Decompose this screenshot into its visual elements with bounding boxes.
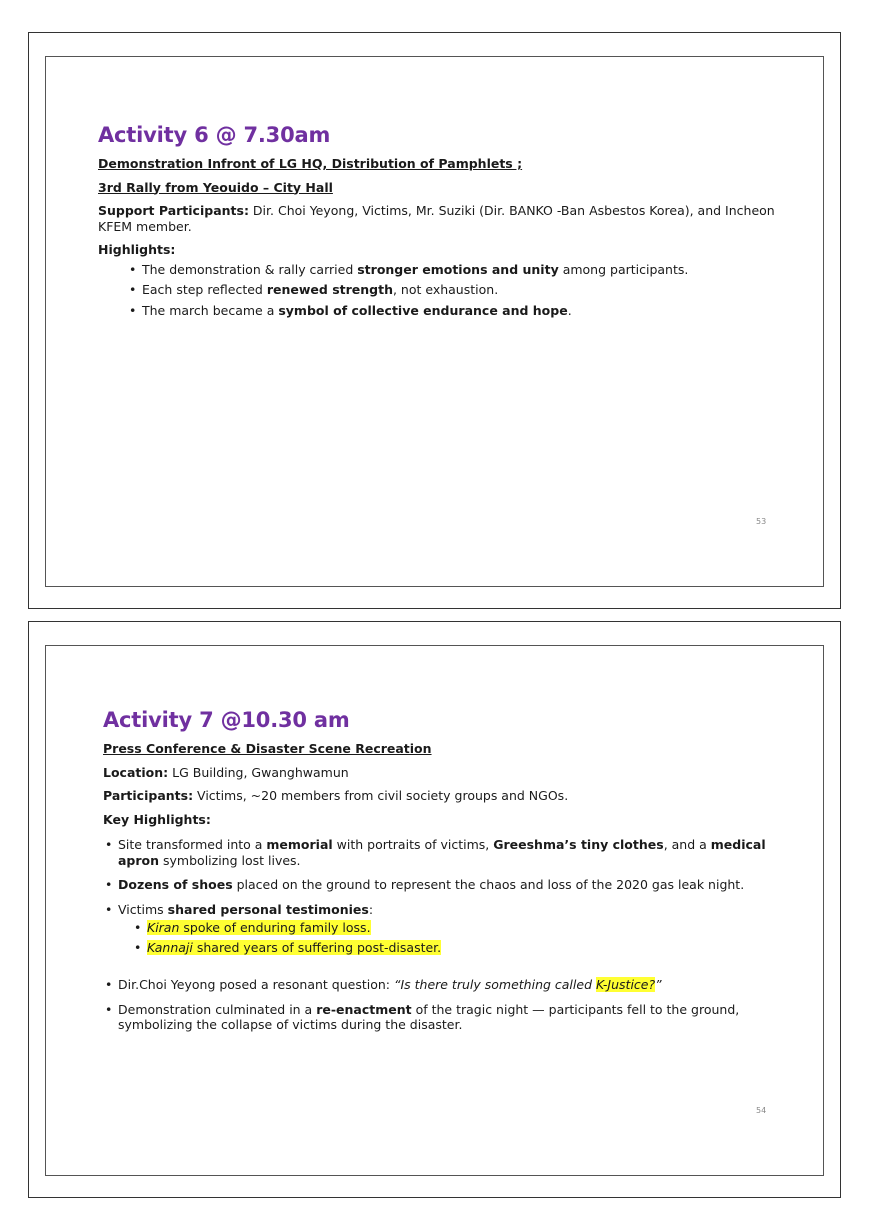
participants: Participants: Victims, ~20 members from civil society groups and NGOs. bbox=[103, 788, 569, 803]
slide-title: Activity 6 @ 7.30am bbox=[98, 123, 331, 147]
slide-content bbox=[103, 708, 793, 1042]
list-item: • Kiran spoke of enduring family loss. bbox=[147, 920, 793, 936]
list-item: • The demonstration & rally carried stronger emotions and unity among participants. bbox=[142, 262, 793, 278]
support-participants: Support Participants: Dir. Choi Yeyong, Victims, Mr. Suziki (Dir. BANKO -Ban Asbestos Korea), and Incheon KFEM member. bbox=[98, 203, 775, 234]
list-item: • Each step reflected renewed strength, not exhaustion. bbox=[142, 282, 793, 298]
list-item: • Dir.Choi Yeyong posed a resonant question: “Is there truly something called K-Justice?” bbox=[118, 977, 793, 993]
slide-frame bbox=[45, 645, 824, 1176]
location: Location: LG Building, Gwanghwamun bbox=[103, 764, 349, 780]
list-item: • Kannaji shared years of suffering post-disaster. bbox=[147, 940, 793, 956]
highlights-heading: Highlights: bbox=[98, 242, 176, 257]
list-item: • Victims shared personal testimonies: • Kiran spoke of enduring family loss. • Kannaji shared years of suffering post-disaster. bbox=[118, 902, 793, 956]
subtitle-demonstration: Demonstration Infront of LG HQ, Distribution of Pamphlets ; bbox=[98, 156, 523, 171]
slide-53 bbox=[28, 32, 841, 609]
subtitle-press-conference: Press Conference & Disaster Scene Recreation bbox=[103, 741, 432, 756]
list-item: • Site transformed into a memorial with portraits of victims, Greeshma’s tiny clothes, and a medical apron symbolizing lost lives. bbox=[118, 837, 793, 868]
subtitle-rally: 3rd Rally from Yeouido – City Hall bbox=[98, 179, 333, 195]
list-item: • Dozens of shoes placed on the ground to represent the chaos and loss of the 2020 gas leak night. bbox=[118, 877, 793, 893]
page-number: 54 bbox=[756, 1106, 767, 1115]
highlights-list bbox=[98, 262, 793, 319]
list-item: • Demonstration culminated in a re-enactment of the tragic night — participants fell to the ground, symbolizing the collapse of victims during the disaster. bbox=[118, 1002, 793, 1033]
key-highlights-heading: Key Highlights: bbox=[103, 811, 211, 827]
key-highlights-list bbox=[103, 837, 793, 1033]
slide-title: Activity 7 @10.30 am bbox=[103, 708, 350, 732]
page-number: 53 bbox=[756, 517, 767, 526]
slide-frame bbox=[45, 56, 824, 587]
slide-54 bbox=[28, 621, 841, 1198]
slide-content bbox=[98, 123, 793, 323]
list-item: • The march became a symbol of collective endurance and hope. bbox=[142, 303, 793, 319]
testimonies-list bbox=[118, 920, 793, 955]
